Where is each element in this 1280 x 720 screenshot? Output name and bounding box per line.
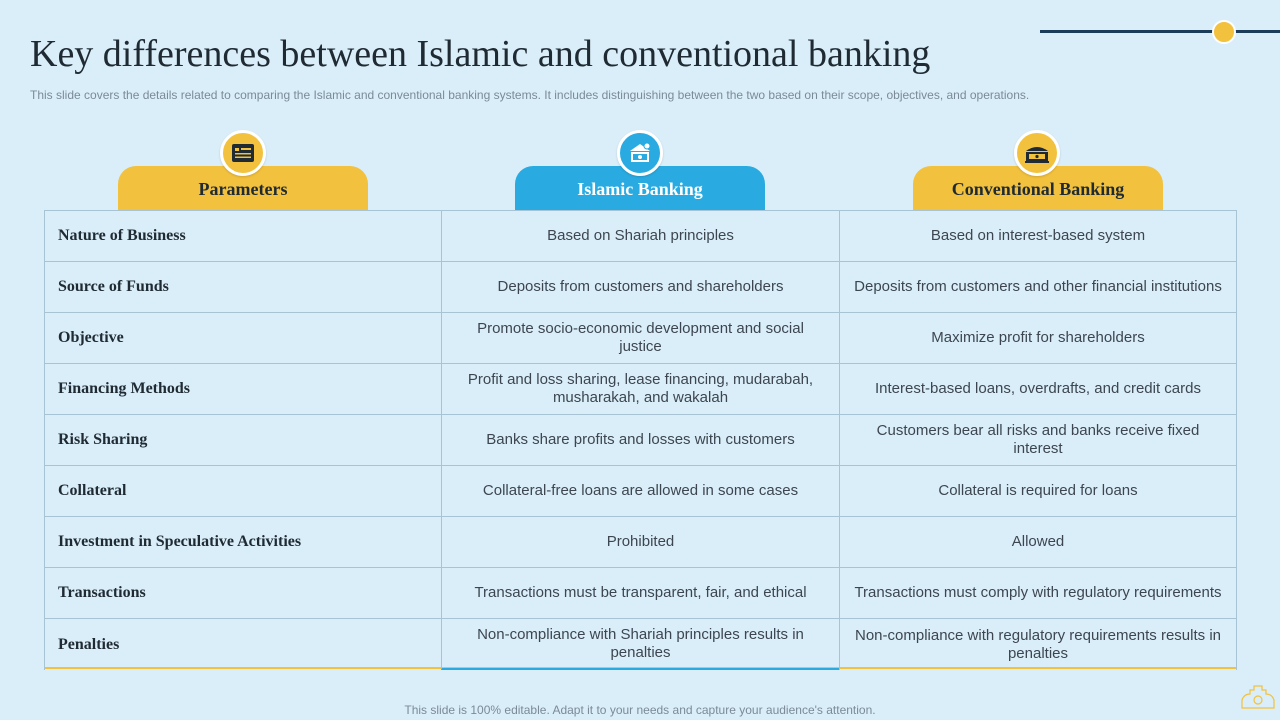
islamic-banking-cell: Prohibited: [441, 517, 839, 567]
conventional-banking-cell: Interest-based loans, overdrafts, and credit cards: [839, 364, 1237, 414]
footer-note: This slide is 100% editable. Adapt it to your needs and capture your audience's attention.: [404, 703, 876, 717]
header-conventional-banking: Conventional Banking: [913, 166, 1163, 210]
parameter-cell: Source of Funds: [44, 262, 441, 312]
islamic-badge: [617, 130, 663, 176]
bank-building-icon: [627, 140, 653, 166]
conventional-banking-cell: Deposits from customers and other financial institutions: [839, 262, 1237, 312]
conventional-banking-cell: Customers bear all risks and banks receive fixed interest: [839, 415, 1237, 465]
gear-outline-icon: [1236, 680, 1280, 710]
conventional-banking-cell: Based on interest-based system: [839, 211, 1237, 261]
table-row: [44, 517, 1237, 568]
parameter-cell: Nature of Business: [44, 211, 441, 261]
islamic-banking-cell: Collateral-free loans are allowed in some cases: [441, 466, 839, 516]
conventional-badge: [1014, 130, 1060, 176]
table-row: [44, 364, 1237, 415]
slide-title: Key differences between Islamic and conventional banking: [30, 33, 931, 75]
parameter-cell: Investment in Speculative Activities: [44, 517, 441, 567]
decorative-line: [1040, 30, 1280, 33]
parameter-cell: Risk Sharing: [44, 415, 441, 465]
table-row: [44, 313, 1237, 364]
table-row: [44, 568, 1237, 619]
parameter-cell: Penalties: [44, 619, 441, 670]
slide-subtitle: This slide covers the details related to comparing the Islamic and conventional banking systems. It includes distinguishing between the two based on their scope, objectives, and operations.: [30, 88, 1030, 102]
parameter-cell: Transactions: [44, 568, 441, 618]
money-cash-icon: [1023, 141, 1051, 165]
parameter-cell: Financing Methods: [44, 364, 441, 414]
comparison-table: [44, 210, 1237, 669]
parameters-badge: [220, 130, 266, 176]
header-islamic-banking: Islamic Banking: [515, 166, 765, 210]
islamic-banking-cell: Promote socio-economic development and social justice: [441, 313, 839, 363]
conventional-banking-cell: Maximize profit for shareholders: [839, 313, 1237, 363]
islamic-banking-cell: Transactions must be transparent, fair, and ethical: [441, 568, 839, 618]
parameter-cell: Objective: [44, 313, 441, 363]
header-parameters: Parameters: [118, 166, 368, 210]
table-row: [44, 415, 1237, 466]
table-row: [44, 466, 1237, 517]
table-row: [44, 619, 1237, 670]
table-row: [44, 211, 1237, 262]
conventional-banking-cell: Allowed: [839, 517, 1237, 567]
parameter-cell: Collateral: [44, 466, 441, 516]
conventional-banking-cell: Transactions must comply with regulatory requirements: [839, 568, 1237, 618]
islamic-banking-cell: Non-compliance with Shariah principles results in penalties: [441, 619, 839, 670]
islamic-banking-cell: Profit and loss sharing, lease financing, mudarabah, musharakah, and wakalah: [441, 364, 839, 414]
conventional-banking-cell: Non-compliance with regulatory requirements results in penalties: [839, 619, 1237, 670]
document-list-icon: [231, 141, 255, 165]
islamic-banking-cell: Banks share profits and losses with customers: [441, 415, 839, 465]
islamic-banking-cell: Based on Shariah principles: [441, 211, 839, 261]
table-row: [44, 262, 1237, 313]
islamic-banking-cell: Deposits from customers and shareholders: [441, 262, 839, 312]
conventional-banking-cell: Collateral is required for loans: [839, 466, 1237, 516]
decorative-dot: [1212, 20, 1236, 44]
